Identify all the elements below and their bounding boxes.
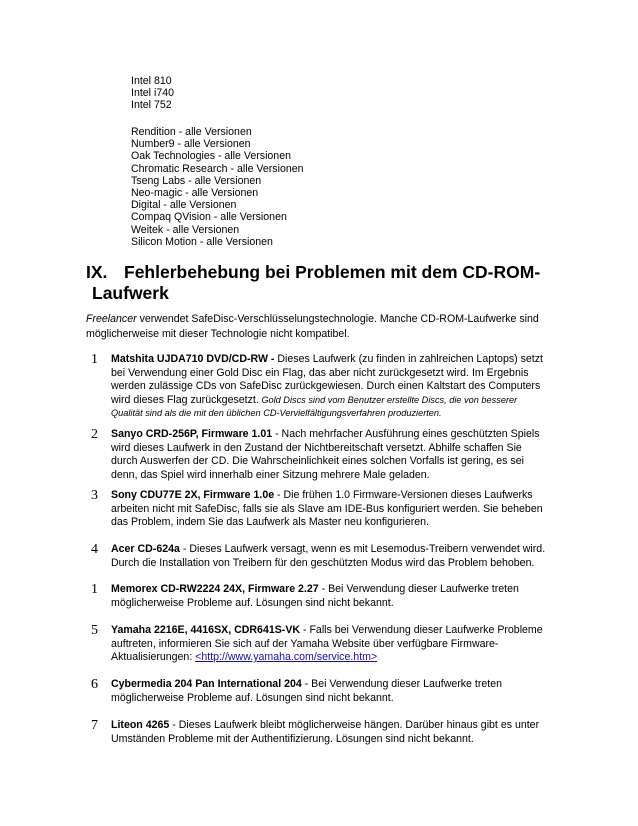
item-text [111, 428, 547, 482]
intro-lead: Freelancer [86, 313, 137, 325]
section-number: IX. [86, 262, 108, 282]
intro-paragraph [86, 312, 556, 342]
drive-name: Yamaha 2216E, 4416SX, CDR641S-VK [111, 624, 301, 636]
item-description: - Falls bei Verwendung dieser Laufwerke Probleme auftreten, informieren Sie sich auf der Yamaha Website über verfügbare Firmware-Aktualisierungen: [111, 624, 543, 663]
list-item: Compaq QVision - alle Versionen [131, 211, 287, 224]
drive-name: Sanyo CRD-256P, Firmware 1.01 [111, 428, 273, 440]
list-item: Intel 810 [131, 75, 172, 87]
intro-text: verwendet SafeDisc-Verschlüsselungstechnologie. Manche CD-ROM-Laufwerke sind möglicherweise mit dieser Technologie nicht kompatibel. [86, 313, 539, 340]
drive-name: Cybermedia 204 Pan International 204 [111, 678, 302, 690]
chipset-list [131, 75, 174, 112]
item-number: 1 [91, 352, 98, 367]
list-item: Weitek - alle Versionen [131, 223, 240, 236]
item-text [111, 489, 547, 530]
item-description: - Bei Verwendung dieser Laufwerke treten möglicherweise Probleme auf. Lösungen sind nicht bekannt. [111, 583, 519, 609]
drive-name: Memorex CD-RW2224 24X, Firmware 2.27 [111, 583, 319, 595]
item-number: 7 [91, 718, 98, 733]
drive-name: Liteon 4265 [111, 719, 170, 731]
list-item: Intel i740 [131, 87, 174, 100]
list-item: Oak Technologies - alle Versionen [131, 150, 291, 163]
list-item: Intel 752 [131, 99, 172, 112]
item-number: 3 [91, 488, 98, 503]
list-item: Neo-magic - alle Versionen [131, 187, 259, 200]
item-description: Dieses Laufwerk (zu finden in zahlreichen Laptops) setzt bei Verwendung einer Gold Disc ein Flag, das aber nicht zurückgesetzt wird. Im Ergebnis werden zulässige CDs von SafeDisc zurückgewiesen. Durch einen Kaltstart des Computers wird dieses Flag zurückgesetzt. [111, 353, 543, 406]
list-item: Silicon Motion - alle Versionen [131, 235, 273, 248]
item-text [111, 678, 547, 705]
item-description: - Dieses Laufwerk versagt, wenn es mit Lesemodus-Treibern verwendet wird. Durch die Installation von Treibern für den geschützten Modus wird das Problem behoben. [111, 543, 546, 569]
list-item: Chromatic Research - alle Versionen [131, 162, 304, 175]
drive-name: Sony CDU77E 2X, Firmware 1.0e [111, 489, 275, 501]
drive-name: Matshita UJDA710 DVD/CD-RW - [111, 353, 275, 365]
item-text [111, 583, 547, 610]
item-number: 4 [91, 542, 98, 557]
section-title-line1: Fehlerbehebung bei Problemen mit dem CD-ROM- [124, 262, 541, 282]
item-number: 2 [91, 427, 98, 442]
item-text [111, 543, 547, 570]
item-description: - Nach mehrfacher Ausführung eines geschützten Spiels wird dieses Laufwerk in den Zustand der Nichtbereitschaft versetzt. Abhilfe schaffen Sie durch Auswerfen der CD. Die Wahrscheinlichkeit eines solchen Vorfalls ist gering, es sei denn, das Spiel wird innerhalb einer Sitzung mehrere Male geladen. [111, 428, 540, 481]
section-heading [86, 262, 546, 304]
item-text [111, 353, 547, 421]
drive-name: Acer CD-624a [111, 543, 180, 555]
item-number: 1 [91, 582, 98, 597]
list-item: Tseng Labs - alle Versionen [131, 174, 262, 187]
item-description: - Dieses Laufwerk bleibt möglicherweise hängen. Darüber hinaus gibt es unter Umständen Probleme mit der Authentifizierung. Lösungen sind nicht bekannt. [111, 719, 540, 745]
vendor-list [131, 126, 304, 248]
yamaha-service-link[interactable]: <http://www.yamaha.com/service.htm> [195, 651, 378, 663]
item-description: - Die frühen 1.0 Firmware-Versionen dieses Laufwerks arbeiten nicht mit SafeDisc, falls sie als Slave am IDE-Bus konfiguriert werden. Sie beheben das Problem, indem Sie das Laufwerk als Master neu konfigurieren. [111, 489, 543, 528]
list-item: Rendition - alle Versionen [131, 126, 252, 138]
section-title-line2: Laufwerk [92, 283, 169, 303]
item-description: - Bei Verwendung dieser Laufwerke treten möglicherweise Probleme auf. Lösungen sind nicht bekannt. [111, 678, 502, 704]
list-item: Number9 - alle Versionen [131, 138, 251, 151]
item-text [111, 719, 547, 746]
item-text [111, 624, 547, 665]
item-number: 5 [91, 623, 98, 638]
item-number: 6 [91, 677, 98, 692]
item-note: Gold Discs sind vom Benutzer erstellte Discs, die von besserer Qualität sind als die mit den üblichen CD-Vervielfältigungsverfahren produzierten. [111, 394, 518, 418]
list-item: Digital - alle Versionen [131, 199, 237, 212]
